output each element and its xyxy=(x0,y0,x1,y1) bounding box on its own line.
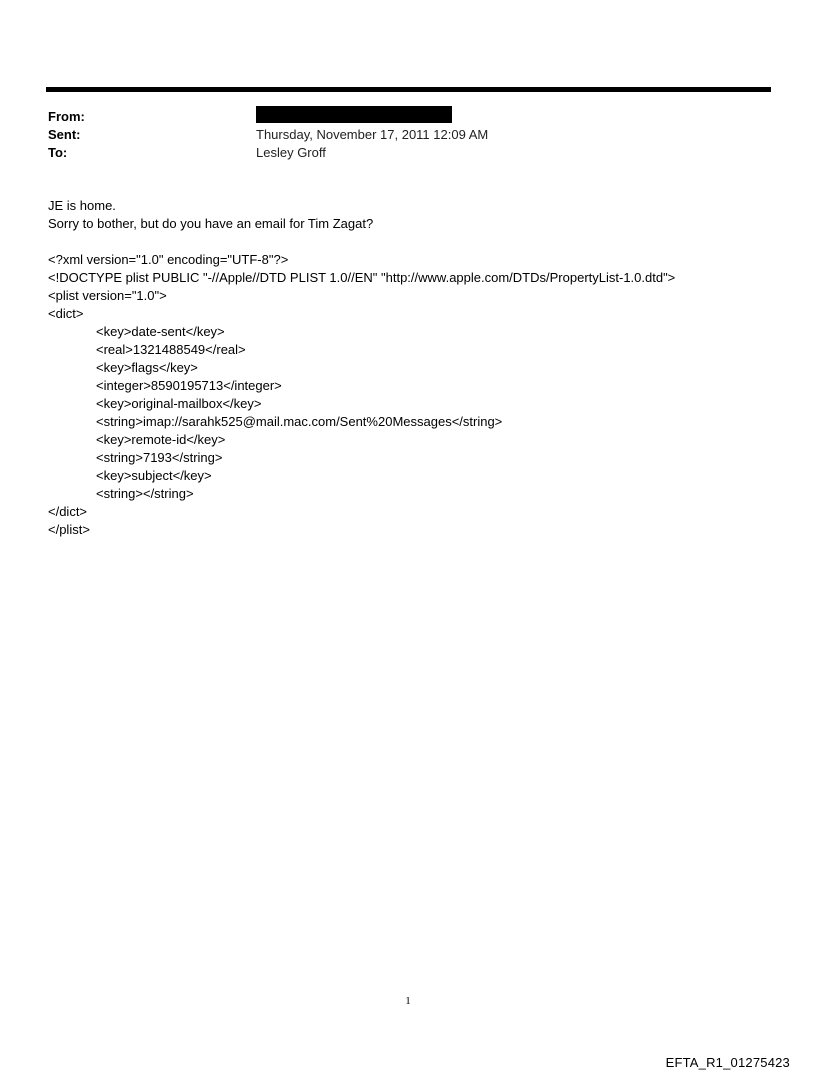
email-body xyxy=(48,197,768,539)
to-label: To: xyxy=(48,145,68,160)
from-label: From: xyxy=(48,109,85,124)
xml-declaration: <?xml version="1.0" encoding="UTF-8"?> xyxy=(48,252,289,267)
dict-entry: <integer>8590195713</integer> xyxy=(96,378,282,393)
dict-entry: <key>flags</key> xyxy=(96,360,198,375)
spacer xyxy=(48,233,768,251)
dict-entry: <key>remote-id</key> xyxy=(96,432,226,447)
sent-label: Sent: xyxy=(48,127,81,142)
sent-row xyxy=(48,126,488,144)
from-row xyxy=(48,108,488,126)
document-id: EFTA_R1_01275423 xyxy=(665,1055,790,1070)
dict-entry: <string>imap://sarahk525@mail.mac.com/Sent%20Messages</string> xyxy=(96,414,503,429)
to-value: Lesley Groff xyxy=(256,145,326,160)
redaction-box xyxy=(256,106,452,123)
dict-open-tag: <dict> xyxy=(48,306,84,321)
dict-entry: <real>1321488549</real> xyxy=(96,342,246,357)
dict-entry: <key>original-mailbox</key> xyxy=(96,396,262,411)
dict-entry: <key>subject</key> xyxy=(96,468,212,483)
sent-value: Thursday, November 17, 2011 12:09 AM xyxy=(256,127,489,142)
body-line: Sorry to bother, but do you have an email for Tim Zagat? xyxy=(48,216,374,231)
plist-open-tag: <plist version="1.0"> xyxy=(48,288,167,303)
to-row xyxy=(48,144,488,162)
xml-doctype: <!DOCTYPE plist PUBLIC "-//Apple//DTD PLIST 1.0//EN" "http://www.apple.com/DTDs/PropertyList-1.0.dtd"> xyxy=(48,270,676,285)
dict-entry: <key>date-sent</key> xyxy=(96,324,225,339)
plist-close-tag: </plist> xyxy=(48,522,90,537)
from-value xyxy=(256,108,452,126)
body-line: JE is home. xyxy=(48,198,116,213)
dict-entry: <string></string> xyxy=(96,486,194,501)
dict-close-tag: </dict> xyxy=(48,504,88,519)
email-header xyxy=(48,108,488,162)
page-number: 1 xyxy=(405,995,411,1007)
header-divider xyxy=(46,87,771,92)
dict-entry: <string>7193</string> xyxy=(96,450,223,465)
